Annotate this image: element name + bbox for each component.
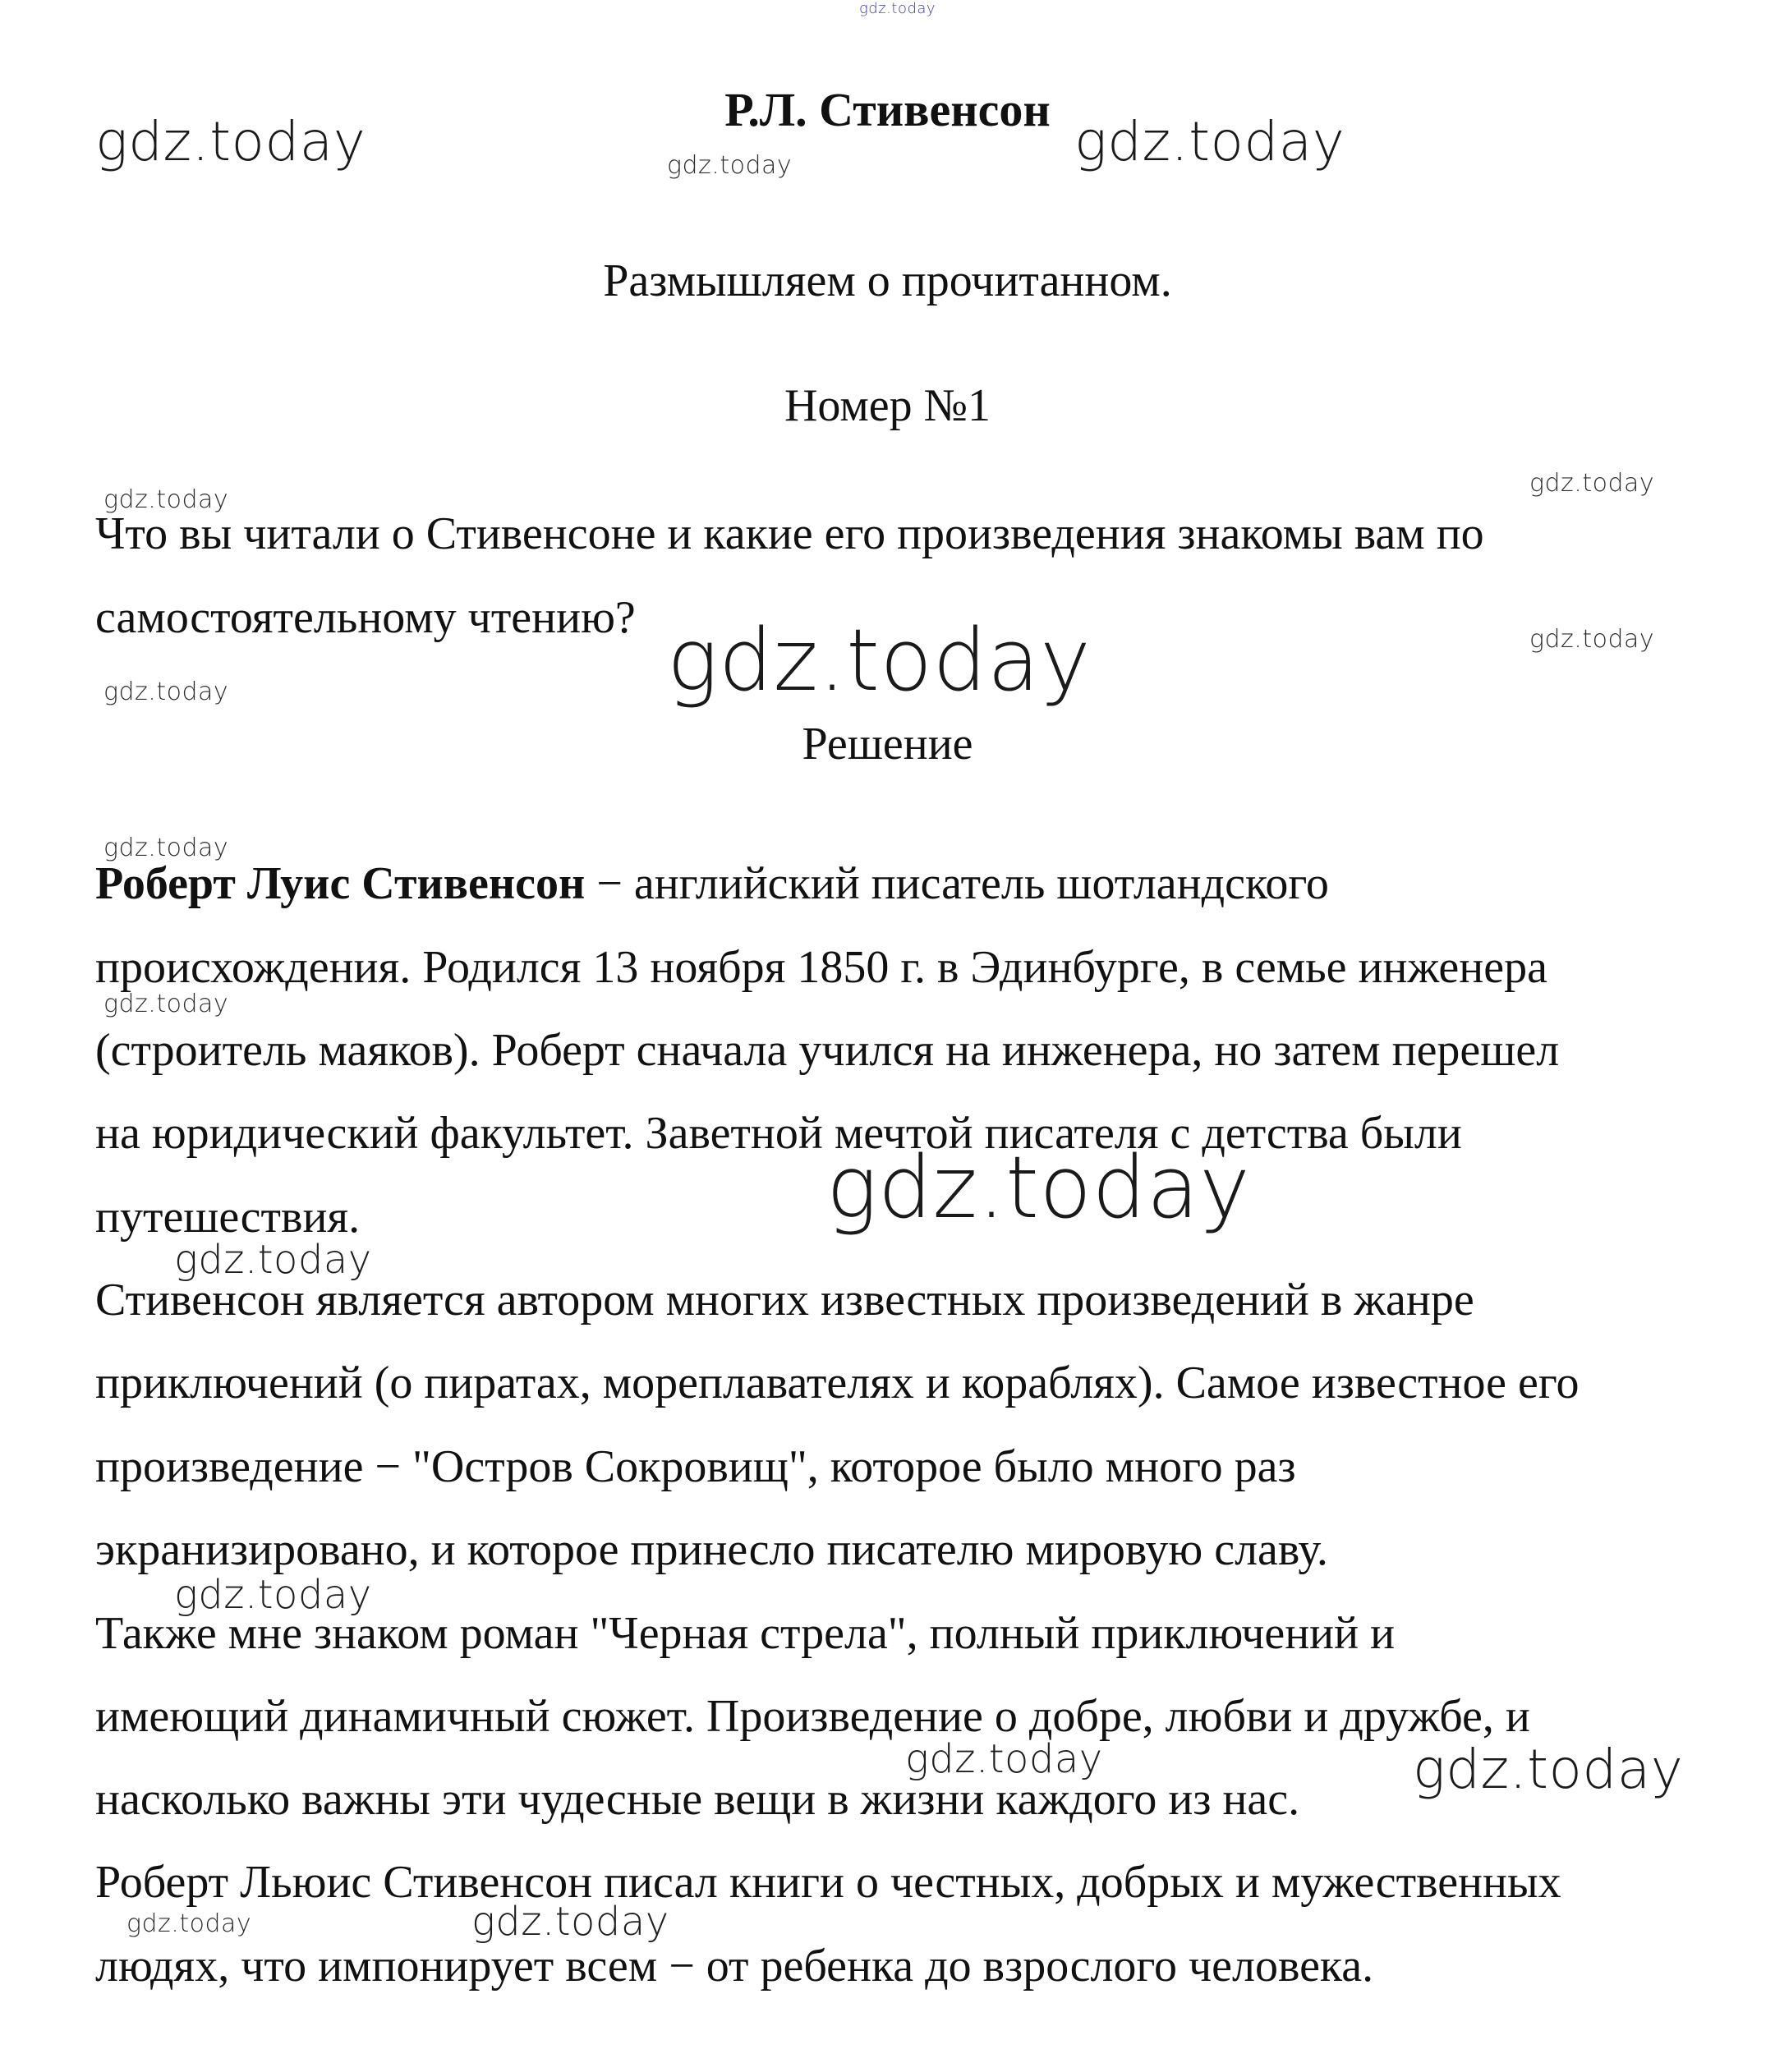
watermark: gdz.today: [859, 0, 936, 17]
watermark: gdz.today: [1413, 1738, 1684, 1801]
paragraph-line: [95, 858, 1329, 909]
watermark: gdz.today: [667, 610, 1092, 710]
watermark: gdz.today: [174, 1572, 372, 1618]
solution-heading: Решение: [802, 719, 973, 770]
watermark: gdz.today: [103, 678, 229, 706]
watermark: gdz.today: [103, 834, 229, 862]
paragraph-line: происхождения. Родился 13 ноября 1850 г. в Эдинбурге, в семье инженера: [95, 942, 1547, 993]
question-line: Что вы читали о Стивенсоне и какие его произведения знакомы вам по: [95, 508, 1484, 559]
paragraph-line: Стивенсон является автором многих известных произведений в жанре: [95, 1275, 1474, 1325]
watermark: gdz.today: [1529, 625, 1655, 654]
document-title: Р.Л. Стивенсон: [724, 83, 1051, 136]
paragraph-line: путешествия.: [95, 1192, 361, 1243]
paragraph-line: насколько важны эти чудесные вещи в жизни каждого из нас.: [95, 1774, 1300, 1825]
paragraph-line: Также мне знаком роман "Черная стрела", полный приключений и: [95, 1608, 1396, 1659]
paragraph-line: (строитель маяков). Роберт сначала учился на инженера, но затем перешел: [95, 1025, 1560, 1076]
watermark: gdz.today: [826, 1137, 1251, 1238]
paragraph-line: имеющий динамичный сюжет. Произведение о добре, любви и дружбе, и: [95, 1691, 1530, 1742]
watermark: gdz.today: [126, 1909, 252, 1938]
paragraph-line: экранизировано, и которое принесло писателю мировую славу.: [95, 1524, 1328, 1575]
question-line: самостоятельному чтению?: [95, 592, 636, 643]
watermark: gdz.today: [667, 151, 793, 180]
watermark: gdz.today: [103, 990, 229, 1018]
section-subtitle: Размышляем о прочитанном.: [603, 255, 1172, 306]
paragraph-text: − английский писатель шотландского: [585, 858, 1329, 909]
author-name-bold: Роберт Луис Стивенсон: [95, 858, 586, 909]
paragraph-line: людях, что импонирует всем − от ребенка до взрослого человека.: [95, 1941, 1374, 1992]
task-number: Номер №1: [784, 380, 991, 431]
watermark: gdz.today: [471, 1899, 669, 1945]
watermark: gdz.today: [1529, 469, 1655, 498]
watermark: gdz.today: [174, 1237, 372, 1283]
watermark: gdz.today: [905, 1736, 1103, 1782]
paragraph-line: Роберт Льюис Стивенсон писал книги о честных, добрых и мужественных: [95, 1857, 1561, 1908]
paragraph-line: произведение − "Остров Сокровищ", которое было много раз: [95, 1441, 1296, 1492]
watermark: gdz.today: [103, 485, 229, 514]
paragraph-line: приключений (о пиратах, мореплавателях и кораблях). Самое известное его: [95, 1358, 1580, 1408]
watermark: gdz.today: [1074, 110, 1345, 173]
paragraph-line: на юридический факультет. Заветной мечтой писателя с детства были: [95, 1108, 1462, 1159]
watermark: gdz.today: [95, 110, 366, 173]
